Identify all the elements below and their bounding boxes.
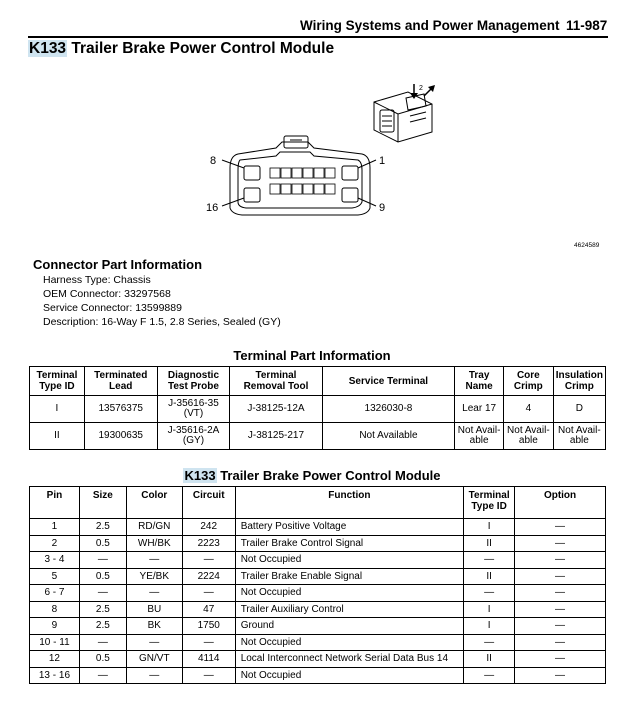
- terminal-info-cell: [455, 396, 504, 423]
- cavity-large-bottom-left: [244, 188, 260, 202]
- cell-line: Not Avail-: [507, 425, 550, 436]
- pin-table-row: [30, 601, 606, 618]
- connector-face-outline: [230, 142, 370, 215]
- terminal-info-cell: [30, 423, 85, 450]
- terminal-cavity-grid: [270, 168, 335, 194]
- pin-size-cell: 0.5: [79, 535, 126, 552]
- pin-table-column-header: [182, 487, 235, 519]
- pin-size-cell: 0.5: [79, 568, 126, 585]
- column-header-line: Function: [328, 490, 371, 501]
- pin-table-column-header: [30, 487, 80, 519]
- pin-table-column-header: [235, 487, 463, 519]
- column-header-line: Diagnostic: [167, 370, 220, 381]
- column-header-line: Type ID: [39, 381, 75, 392]
- pin-table-row: [30, 585, 606, 602]
- pin-terminal-type-id-cell: —: [464, 552, 515, 569]
- pin-table-row: [30, 618, 606, 635]
- pin-function-cell: Not Occupied: [235, 552, 463, 569]
- pin-color-cell: —: [126, 634, 182, 651]
- pin-circuit-cell: 2224: [182, 568, 235, 585]
- pin-size-cell: 0.5: [79, 651, 126, 668]
- pin-terminal-type-id-cell: I: [464, 519, 515, 536]
- column-header-line: Test Probe: [168, 381, 219, 392]
- pin-table-row: [30, 667, 606, 684]
- cell-line: 1326030-8: [364, 403, 413, 414]
- terminal-info-cell: [503, 423, 553, 450]
- column-header-line: Name: [465, 381, 493, 392]
- pin-color-cell: BU: [126, 601, 182, 618]
- terminal-info-cell: [84, 423, 157, 450]
- pin-option-cell: —: [515, 519, 606, 536]
- connector-info-heading: Connector Part Information: [33, 257, 203, 272]
- cell-line: able: [569, 435, 589, 446]
- pin-function-cell: Ground: [235, 618, 463, 635]
- column-header-line: Tray: [468, 370, 490, 381]
- pin-terminal-type-id-cell: —: [464, 667, 515, 684]
- terminal-info-column-header: [503, 367, 553, 396]
- cell-line: 19300635: [98, 430, 143, 441]
- cell-line: able: [469, 435, 489, 446]
- column-header-line: Pin: [46, 490, 63, 501]
- cell-line: 4: [525, 403, 532, 414]
- pin-pin-cell: 2: [30, 535, 80, 552]
- pin-option-cell: —: [515, 634, 606, 651]
- column-header-line: Size: [92, 490, 113, 501]
- harness-type: Harness Type: Chassis: [43, 274, 151, 286]
- cell-line: J-35616-35: [168, 398, 219, 409]
- pin-function-cell: Trailer Auxiliary Control: [235, 601, 463, 618]
- pin-size-cell: 2.5: [79, 519, 126, 536]
- column-header-line: Removal Tool: [243, 381, 309, 392]
- pin-table: [29, 486, 606, 684]
- terminal-info-row: [30, 396, 606, 423]
- pin-size-cell: —: [79, 585, 126, 602]
- pin-label-16: 16: [206, 202, 219, 214]
- pin-size-cell: 2.5: [79, 618, 126, 635]
- cell-line: J-38125-12A: [247, 403, 305, 414]
- pin-function-cell: Not Occupied: [235, 634, 463, 651]
- column-header-line: Color: [141, 490, 168, 501]
- column-header-line: Service Terminal: [348, 375, 429, 387]
- terminal-info-column-header: [30, 367, 85, 396]
- terminal-info-column-header: [230, 367, 322, 396]
- pin-circuit-cell: —: [182, 667, 235, 684]
- pin-function-cell: Trailer Brake Control Signal: [235, 535, 463, 552]
- terminal-info-cell: [322, 423, 455, 450]
- pin-table-column-header: [515, 487, 606, 519]
- pin-terminal-type-id-cell: II: [464, 568, 515, 585]
- pin-pin-cell: 12: [30, 651, 80, 668]
- terminal-info-column-header: [84, 367, 157, 396]
- pin-option-cell: —: [515, 552, 606, 569]
- header-rule: [28, 36, 608, 38]
- pin-option-cell: —: [515, 585, 606, 602]
- terminal-info-cell: [157, 396, 230, 423]
- cell-line: 13576375: [98, 403, 143, 414]
- column-header-line: Terminal: [468, 490, 510, 501]
- pin-terminal-type-id-cell: I: [464, 601, 515, 618]
- connector-inset-drawing: [374, 92, 432, 142]
- terminal-info-cell: [157, 423, 230, 450]
- pin-table-heading: [0, 468, 624, 483]
- cell-line: II: [54, 430, 60, 441]
- column-header-line: Type ID: [471, 501, 507, 512]
- pin-option-cell: —: [515, 535, 606, 552]
- terminal-info-cell: [84, 396, 157, 423]
- pin-color-cell: YE/BK: [126, 568, 182, 585]
- terminal-info-cell: [230, 396, 322, 423]
- column-header-line: Terminated: [94, 370, 148, 381]
- terminal-info-column-header: [157, 367, 230, 396]
- pin-circuit-cell: 2223: [182, 535, 235, 552]
- pin-circuit-cell: —: [182, 552, 235, 569]
- pin-circuit-cell: 47: [182, 601, 235, 618]
- cell-line: (GY): [182, 435, 205, 446]
- pin-circuit-cell: 4114: [182, 651, 235, 668]
- column-header-line: Crimp: [513, 381, 543, 392]
- column-header-line: Terminal: [255, 370, 297, 381]
- cell-line: D: [575, 403, 583, 414]
- page-number: 11-987: [566, 18, 608, 33]
- pin-circuit-cell: 1750: [182, 618, 235, 635]
- pin-terminal-type-id-cell: II: [464, 535, 515, 552]
- cell-line: J-35616-2A: [167, 425, 220, 436]
- connector-diagram: [196, 76, 446, 216]
- pin-option-cell: —: [515, 651, 606, 668]
- column-header-line: Option: [543, 490, 577, 501]
- cell-line: J-38125-217: [247, 430, 305, 441]
- pin-color-cell: GN/VT: [126, 651, 182, 668]
- column-header-line: Crimp: [564, 381, 594, 392]
- pin-table-row: [30, 552, 606, 569]
- pin-circuit-cell: —: [182, 634, 235, 651]
- terminal-info-header-row: [30, 367, 606, 396]
- terminal-info-column-header: [322, 367, 455, 396]
- column-header-line: Lead: [109, 381, 133, 392]
- pin-table-row: [30, 568, 606, 585]
- pin-option-cell: —: [515, 568, 606, 585]
- cell-line: Not Avail-: [558, 425, 601, 436]
- terminal-info-cell: [30, 396, 85, 423]
- terminal-info-column-header: [455, 367, 504, 396]
- pin-function-cell: Not Occupied: [235, 667, 463, 684]
- pin-function-cell: Local Interconnect Network Serial Data Bus 14: [235, 651, 463, 668]
- terminal-info-cell: [230, 423, 322, 450]
- pin-circuit-cell: 242: [182, 519, 235, 536]
- pin-table-row: [30, 634, 606, 651]
- terminal-info-row: [30, 423, 606, 450]
- pin-color-cell: —: [126, 552, 182, 569]
- pin-table-row: [30, 535, 606, 552]
- pin-pin-cell: 5: [30, 568, 80, 585]
- pin-pin-cell: 13 - 16: [30, 667, 80, 684]
- pin-terminal-type-id-cell: II: [464, 651, 515, 668]
- page-section-title: Wiring Systems and Power Management: [300, 18, 560, 33]
- pin-table-component-code: K133: [184, 468, 216, 483]
- pin-table-row: [30, 651, 606, 668]
- cell-line: Lear 17: [462, 403, 497, 414]
- terminal-info-cell: [455, 423, 504, 450]
- pin-table-column-header: [126, 487, 182, 519]
- pin-terminal-type-id-cell: —: [464, 585, 515, 602]
- pin-label-9: 9: [379, 202, 386, 214]
- pin-function-cell: Battery Positive Voltage: [235, 519, 463, 536]
- cell-line: (VT): [183, 408, 204, 419]
- component-code: K133: [29, 40, 67, 57]
- cell-line: I: [55, 403, 59, 414]
- page-title: [28, 40, 334, 58]
- inset-arrow-label: 2: [419, 85, 423, 92]
- pin-table-row: [30, 519, 606, 536]
- terminal-info-column-header: [553, 367, 605, 396]
- pin-circuit-cell: —: [182, 585, 235, 602]
- pin-option-cell: —: [515, 667, 606, 684]
- column-header-line: Core: [516, 370, 540, 381]
- pin-function-cell: Trailer Brake Enable Signal: [235, 568, 463, 585]
- pin-pin-cell: 3 - 4: [30, 552, 80, 569]
- cell-line: Not Avail-: [457, 425, 501, 436]
- terminal-info-heading: Terminal Part Information: [233, 348, 391, 363]
- pin-color-cell: —: [126, 667, 182, 684]
- component-name: Trailer Brake Power Control Module: [71, 40, 335, 57]
- pin-label-8: 8: [210, 155, 217, 167]
- terminal-info-cell: [553, 423, 605, 450]
- pin-size-cell: —: [79, 634, 126, 651]
- figure-id: 4624589: [574, 242, 600, 249]
- terminal-info-cell: [322, 396, 455, 423]
- cell-line: Not Available: [359, 430, 418, 441]
- pin-table-component-name: Trailer Brake Power Control Module: [220, 468, 441, 483]
- connector-description: Description: 16-Way F 1.5, 2.8 Series, Sealed (GY): [43, 316, 281, 328]
- pin-label-1: 1: [379, 155, 386, 167]
- pin-color-cell: —: [126, 585, 182, 602]
- pin-pin-cell: 1: [30, 519, 80, 536]
- pin-color-cell: BK: [126, 618, 182, 635]
- oem-connector: OEM Connector: 33297568: [43, 288, 171, 300]
- pin-table-column-header: [464, 487, 515, 519]
- pin-size-cell: 2.5: [79, 601, 126, 618]
- column-header-line: Terminal: [36, 370, 78, 381]
- pin-terminal-type-id-cell: I: [464, 618, 515, 635]
- pin-color-cell: WH/BK: [126, 535, 182, 552]
- pin-terminal-type-id-cell: —: [464, 634, 515, 651]
- service-connector: Service Connector: 13599889: [43, 302, 182, 314]
- cavity-large-top-left: [244, 166, 260, 180]
- pin-size-cell: —: [79, 552, 126, 569]
- pin-pin-cell: 9: [30, 618, 80, 635]
- column-header-line: Insulation: [555, 370, 603, 381]
- pin-table-header-row: [30, 487, 606, 519]
- pin-pin-cell: 10 - 11: [30, 634, 80, 651]
- pin-color-cell: RD/GN: [126, 519, 182, 536]
- terminal-info-table: [29, 366, 606, 450]
- pin-table-column-header: [79, 487, 126, 519]
- pin-pin-cell: 8: [30, 601, 80, 618]
- pin-pin-cell: 6 - 7: [30, 585, 80, 602]
- cavity-large-bottom-right: [342, 188, 358, 202]
- pin-option-cell: —: [515, 618, 606, 635]
- pin-size-cell: —: [79, 667, 126, 684]
- cavity-large-top-right: [342, 166, 358, 180]
- terminal-info-cell: [503, 396, 553, 423]
- column-header-line: Circuit: [192, 490, 225, 501]
- pin-function-cell: Not Occupied: [235, 585, 463, 602]
- cell-line: able: [518, 435, 538, 446]
- terminal-info-cell: [553, 396, 605, 423]
- pin-option-cell: —: [515, 601, 606, 618]
